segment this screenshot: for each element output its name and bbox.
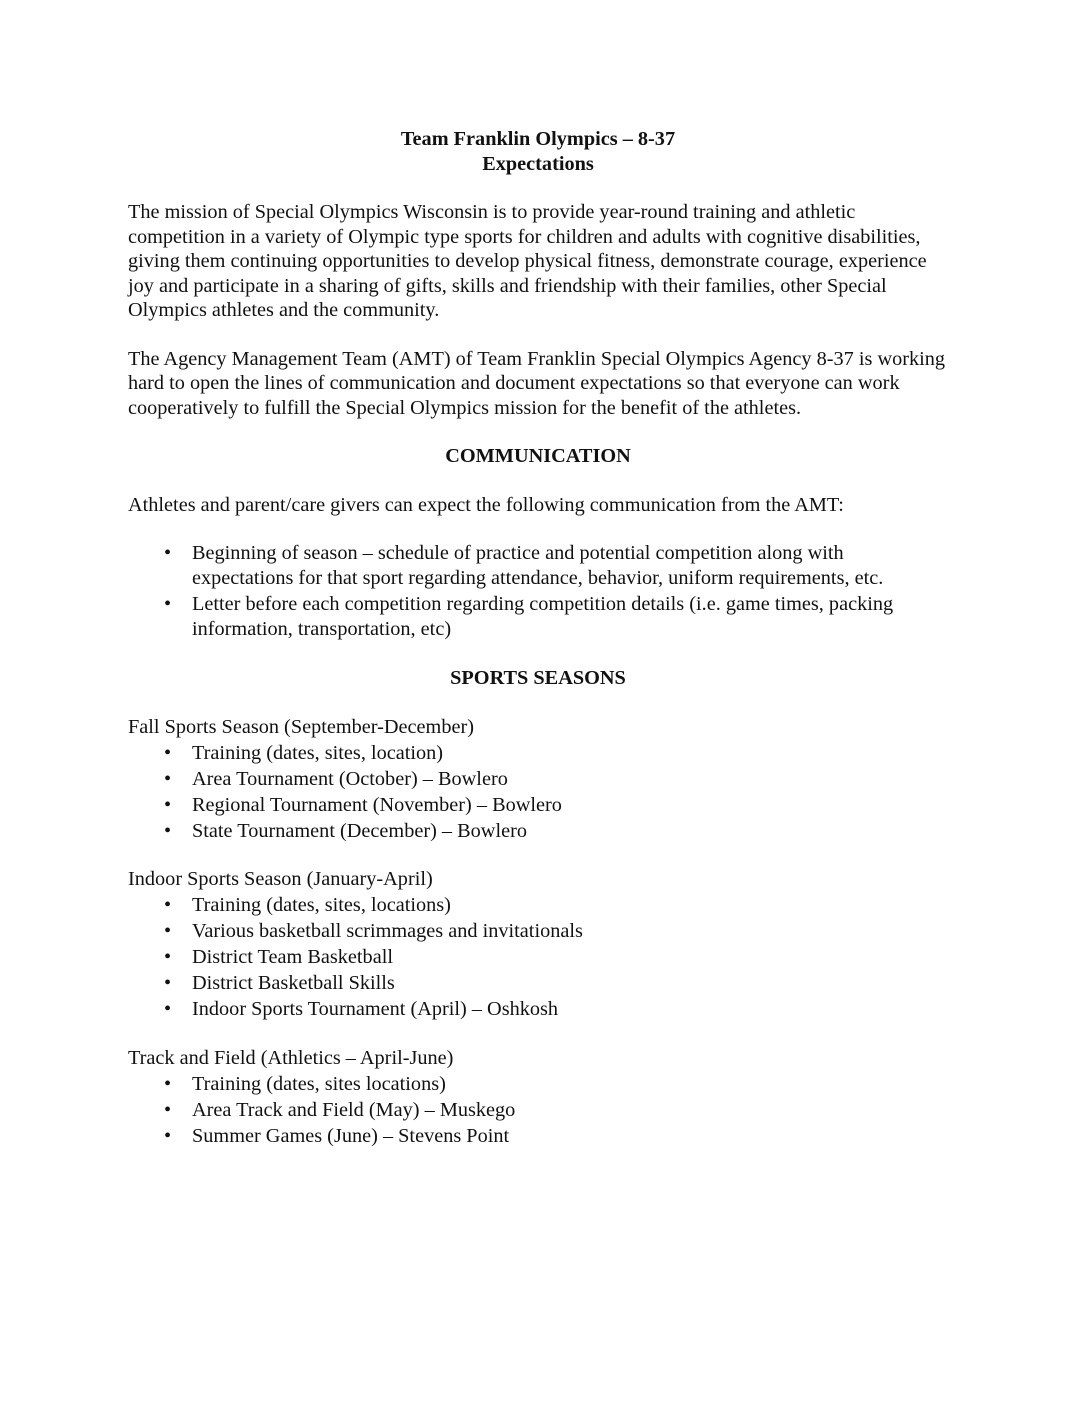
communication-list: [128, 541, 948, 641]
list-item: • Area Tournament (October) – Bowlero: [128, 767, 948, 792]
title-line-1: Team Franklin Olympics – 8-37: [400, 128, 676, 150]
sports-seasons-heading: SPORTS SEASONS: [450, 667, 626, 689]
season-list: [128, 1072, 948, 1149]
season-fall: [128, 715, 948, 844]
season-title: Fall Sports Season (September-December): [128, 715, 474, 738]
list-item: • Various basketball scrimmages and invitationals: [128, 919, 948, 944]
season-indoor: [128, 867, 948, 1022]
list-item: • State Tournament (December) – Bowlero: [128, 819, 948, 844]
title-line-2: Expectations: [482, 152, 594, 175]
season-title: Indoor Sports Season (January-April): [128, 868, 433, 890]
list-item: • Indoor Sports Tournament (April) – Oshkosh: [128, 997, 948, 1022]
list-item: • Area Track and Field (May) – Muskego: [128, 1098, 948, 1123]
list-item: • Training (dates, sites locations): [128, 1072, 948, 1097]
season-list: [128, 741, 948, 844]
list-item: • District Basketball Skills: [128, 971, 948, 996]
document-page: [128, 127, 948, 1172]
document-title: [128, 127, 948, 176]
season-title: Track and Field (Athletics – April-June): [128, 1046, 454, 1069]
communication-lead: Athletes and parent/care givers can expect the following communication from the AMT:: [128, 493, 844, 516]
mission-paragraph: The mission of Special Olympics Wisconsin is to provide year-round training and athletic competition in a variety of Olympic type sports for children and adults with cognitive disabilities, giving them continuing opportunities to develop physical fitness, demonstrate courage, experience joy and participate in a sharing of gifts, skills and friendship with their families, other Special Olympics athletes and the community.: [128, 201, 927, 321]
list-item: • Training (dates, sites, locations): [128, 893, 948, 918]
list-item: • Training (dates, sites, location): [128, 741, 948, 766]
list-item: • Letter before each competition regarding competition details (i.e. game times, packing information, transportation, etc): [128, 592, 948, 641]
season-track-field: [128, 1046, 948, 1149]
list-item: • District Team Basketball: [128, 945, 948, 970]
communication-heading: COMMUNICATION: [445, 445, 631, 467]
season-list: [128, 893, 948, 1022]
list-item: • Beginning of season – schedule of practice and potential competition along with expectations for that sport regarding attendance, behavior, uniform requirements, etc.: [128, 541, 948, 590]
list-item: • Summer Games (June) – Stevens Point: [128, 1124, 948, 1149]
amt-paragraph: The Agency Management Team (AMT) of Team Franklin Special Olympics Agency 8-37 is working hard to open the lines of communication and document expectations so that everyone can work cooperatively to fulfill the Special Olympics mission for the benefit of the athletes.: [128, 347, 946, 419]
list-item: • Regional Tournament (November) – Bowlero: [128, 793, 948, 818]
